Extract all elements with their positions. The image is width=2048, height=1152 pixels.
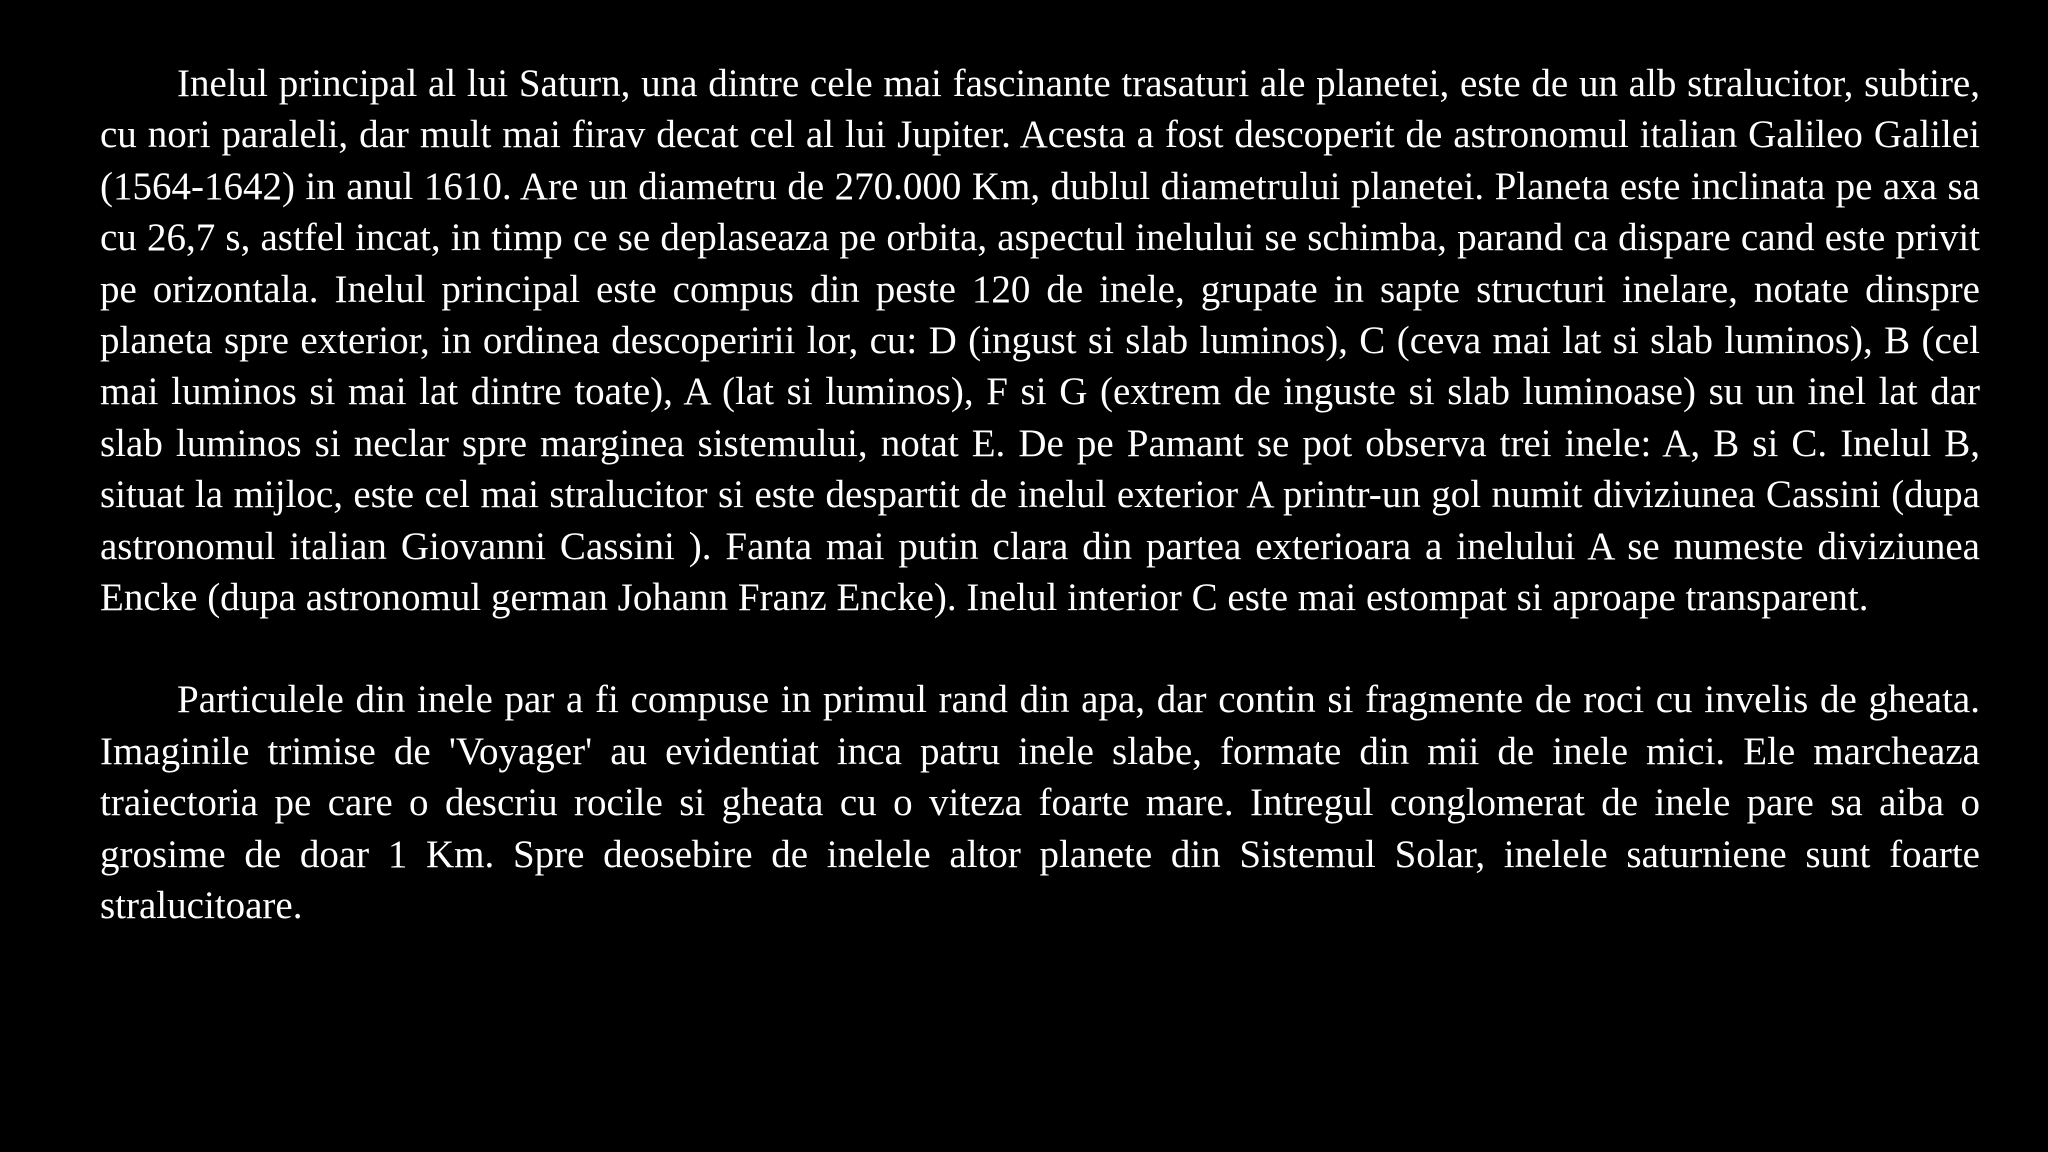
paragraph-ring-particles: Particulele din inele par a fi compuse in primul rand din apa, dar contin si fragmente de roci cu invelis de gheata. Imaginile trimise de 'Voyager' au evidentiat inca patru inele slabe, formate din mii de inele mici. Ele marcheaza traiectoria pe care o descriu rocile si gheata cu o viteza foarte mare. Intregul conglomerat de inele pare sa aiba o grosime de doar 1 Km. Spre deosebire de inelele altor planete din Sistemul Solar, inelele saturniene sunt foarte stralucitoare. <box>100 678 1980 928</box>
document-body <box>100 58 1980 932</box>
paragraph-saturn-main-ring: Inelul principal al lui Saturn, una dintre cele mai fascinante trasaturi ale planetei, este de un alb stralucitor, subtire, cu nori paraleli, dar mult mai firav decat cel al lui Jupiter. Acesta a fost descoperit de astronomul italian Galileo Galilei (1564-1642) in anul 1610. Are un diametru de 270.000 Km, dublul diametrului planetei. Planeta este inclinata pe axa sa cu 26,7 s, astfel incat, in timp ce se deplaseaza pe orbita, aspectul inelului se schimba, parand ca dispare cand este privit pe orizontala. Inelul principal este compus din peste 120 de inele, grupate in sapte structuri inelare, notate dinspre planeta spre exterior, in ordinea descoperirii lor, cu: D (ingust si slab luminos), C (ceva mai lat si slab luminos), B (cel mai luminos si mai lat dintre toate), A (lat si luminos), F si G (extrem de inguste si slab luminoase) su un inel lat dar slab luminos si neclar spre marginea sistemului, notat E. De pe Pamant se pot observa trei inele: A, B si C. Inelul B, situat la mijloc, este cel mai stralucitor si este despartit de inelul exterior A printr-un gol numit diviziunea Cassini (dupa astronomul italian Giovanni Cassini ). Fanta mai putin clara din partea exterioara a inelului A se numeste diviziunea Encke (dupa astronomul german Johann Franz Encke). Inelul interior C este mai estompat si aproape transparent. <box>100 62 1980 620</box>
paragraph-spacer <box>100 623 1980 674</box>
